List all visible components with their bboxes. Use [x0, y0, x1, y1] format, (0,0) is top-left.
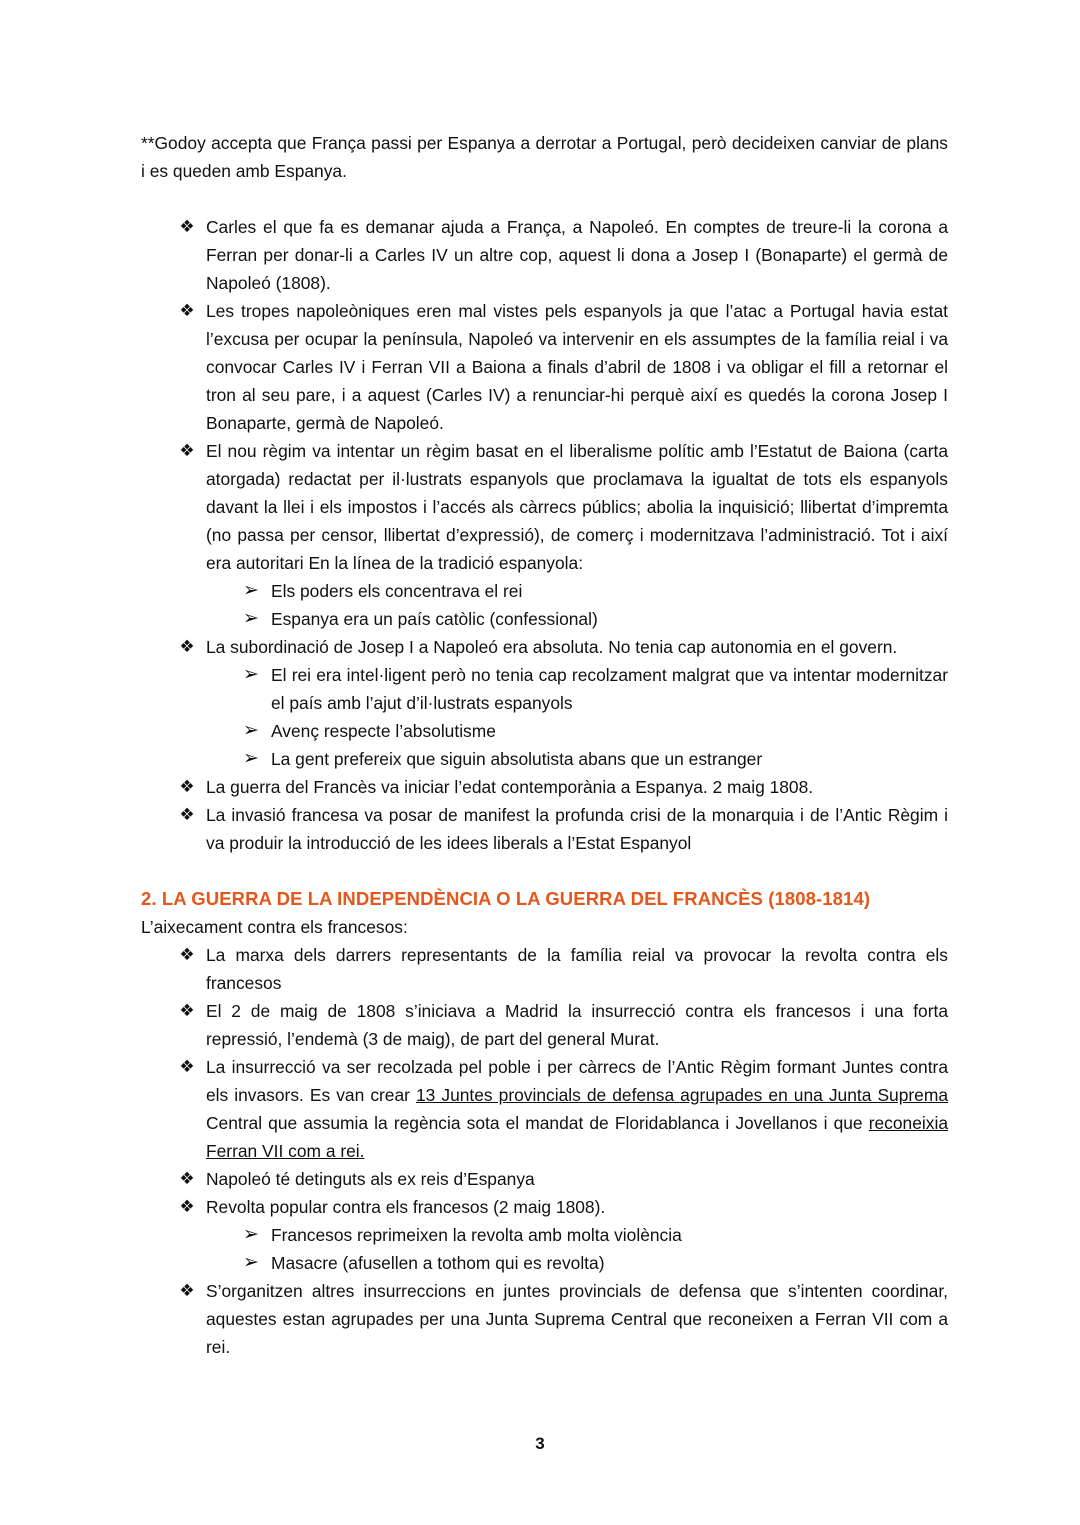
subheading: L’aixecament contra els francesos: [141, 917, 408, 937]
intro-paragraph: **Godoy accepta que França passi per Espanya a derrotar a Portugal, però decideixen canviar de plans i es queden amb Espanya. [141, 133, 948, 181]
list-item-text-part: La insurrecció va ser recolzada pel poble i per càrrecs de l’Antic Règim formant Juntes contra els invasors. Es van crear [206, 1057, 948, 1105]
diamond-bullet-icon: ❖ [179, 1197, 195, 1216]
list-item-text: La subordinació de Josep I a Napoleó era absoluta. No tenia cap autonomia en el govern. [206, 637, 898, 657]
list-item [141, 1165, 948, 1193]
sub-list-item-text: Avenç respecte l’absolutisme [271, 721, 496, 741]
sub-list-item [206, 605, 948, 633]
sub-list-item [206, 717, 948, 745]
sub-list-item-text: Espanya era un país catòlic (confessional) [271, 609, 598, 629]
list-item [141, 297, 948, 437]
arrowhead-bullet-icon: ➢ [243, 580, 259, 601]
sub-list [206, 1221, 948, 1277]
list-item [141, 941, 948, 997]
sub-list-item-text: La gent prefereix que siguin absolutista abans que un estranger [271, 749, 763, 769]
arrowhead-bullet-icon: ➢ [243, 748, 259, 769]
arrowhead-bullet-icon: ➢ [243, 720, 259, 741]
sub-list-item-text: El rei era intel·ligent però no tenia cap recolzament malgrat que va intentar modernitzar el país amb l’ajut d’il·lustrats espanyols [271, 665, 948, 713]
diamond-bullet-icon: ❖ [179, 1281, 195, 1300]
sub-list [206, 661, 948, 773]
list-item-text: Revolta popular contra els francesos (2 maig 1808). [206, 1197, 606, 1217]
list-item [141, 1053, 948, 1165]
list-item [141, 801, 948, 857]
list-item-text: La marxa dels darrers representants de la família reial va provocar la revolta contra els francesos [206, 945, 948, 993]
list-item-text-part: Central que assumia la regència sota el mandat de Floridablanca i Jovellanos i que [206, 1113, 869, 1133]
sub-list-item-text: Els poders els concentrava el rei [271, 581, 523, 601]
page-number: 3 [535, 1434, 545, 1453]
diamond-bullet-icon: ❖ [179, 1001, 195, 1020]
sub-list-item [206, 1221, 948, 1249]
underlined-text: 13 Juntes provincials de defensa agrupades en una Junta Suprema [416, 1085, 949, 1105]
diamond-bullet-icon: ❖ [179, 777, 195, 796]
list-item [141, 633, 948, 773]
sub-list-item [206, 661, 948, 717]
list-item [141, 997, 948, 1053]
list-item-text: Carles el que fa es demanar ajuda a França, a Napoleó. En comptes de treure-li la corona a Ferran per donar-li a Carles IV un altre cop, aquest li dona a Josep I (Bonaparte) el germà de Napoleó (1808). [206, 217, 948, 293]
list-item-text: El 2 de maig de 1808 s’iniciava a Madrid la insurrecció contra els francesos i una forta repressió, l’endemà (3 de maig), de part del general Murat. [206, 1001, 948, 1049]
bullet-list-napoleon [141, 213, 948, 857]
sub-list-item-text: Francesos reprimeixen la revolta amb molta violència [271, 1225, 682, 1245]
list-item [141, 773, 948, 801]
diamond-bullet-icon: ❖ [179, 637, 195, 656]
list-item [141, 437, 948, 633]
page-content [141, 129, 948, 1361]
diamond-bullet-icon: ❖ [179, 805, 195, 824]
sub-list-item [206, 577, 948, 605]
diamond-bullet-icon: ❖ [179, 945, 195, 964]
underlined-text: reconeixia Ferran VII com a rei. [206, 1113, 948, 1161]
list-item [141, 213, 948, 297]
sub-list-item [206, 1249, 948, 1277]
list-item [141, 1193, 948, 1277]
list-item-text: El nou règim va intentar un règim basat en el liberalisme polític amb l’Estatut de Baiona (carta atorgada) redactat per il·lustrats espanyols que proclamava la igualtat de tots els espanyols davant la llei i els impostos i l’accés als càrrecs públics; abolia la inquisició; llibertat d’impremta (no passa per censor, llibertat d’expressió), de comerç i modernitzava l’administració. Tot i així era autoritari En la línea de la tradició espanyola: [206, 441, 948, 573]
arrowhead-bullet-icon: ➢ [243, 1224, 259, 1245]
list-item-text: La guerra del Francès va iniciar l’edat contemporània a Espanya. 2 maig 1808. [206, 777, 814, 797]
diamond-bullet-icon: ❖ [179, 441, 195, 460]
arrowhead-bullet-icon: ➢ [243, 664, 259, 685]
list-item [141, 1277, 948, 1361]
section-heading: 2. LA GUERRA DE LA INDEPENDÈNCIA O LA GUERRA DEL FRANCÈS (1808-1814) [141, 888, 871, 909]
list-item-text: La invasió francesa va posar de manifest la profunda crisi de la monarquia i de l’Antic Règim i va produir la introducció de les idees liberals a l’Estat Espanyol [206, 805, 948, 853]
sub-list-item [206, 745, 948, 773]
bullet-list-uprising [141, 941, 948, 1361]
diamond-bullet-icon: ❖ [179, 301, 195, 320]
diamond-bullet-icon: ❖ [179, 1057, 195, 1076]
list-item-text: Les tropes napoleòniques eren mal vistes pels espanyols ja que l’atac a Portugal havia estat l’excusa per ocupar la península, Napoleó va intervenir en els assumptes de la família reial i va convocar Carles IV i Ferran VII a Baiona a finals d’abril de 1808 i va obligar el fill a retornar el tron al seu pare, i a aquest (Carles IV) a renunciar-hi perquè així es quedés la corona Josep I Bonaparte, germà de Napoleó. [206, 301, 948, 433]
list-item-text: Napoleó té detinguts als ex reis d’Espanya [206, 1169, 535, 1189]
sub-list [206, 577, 948, 633]
diamond-bullet-icon: ❖ [179, 217, 195, 236]
arrowhead-bullet-icon: ➢ [243, 1252, 259, 1273]
diamond-bullet-icon: ❖ [179, 1169, 195, 1188]
list-item-text: S’organitzen altres insurreccions en juntes provincials de defensa que s’intenten coordinar, aquestes estan agrupades per una Junta Suprema Central que reconeixen a Ferran VII com a rei. [206, 1281, 948, 1357]
arrowhead-bullet-icon: ➢ [243, 608, 259, 629]
sub-list-item-text: Masacre (afusellen a tothom qui es revolta) [271, 1253, 605, 1273]
